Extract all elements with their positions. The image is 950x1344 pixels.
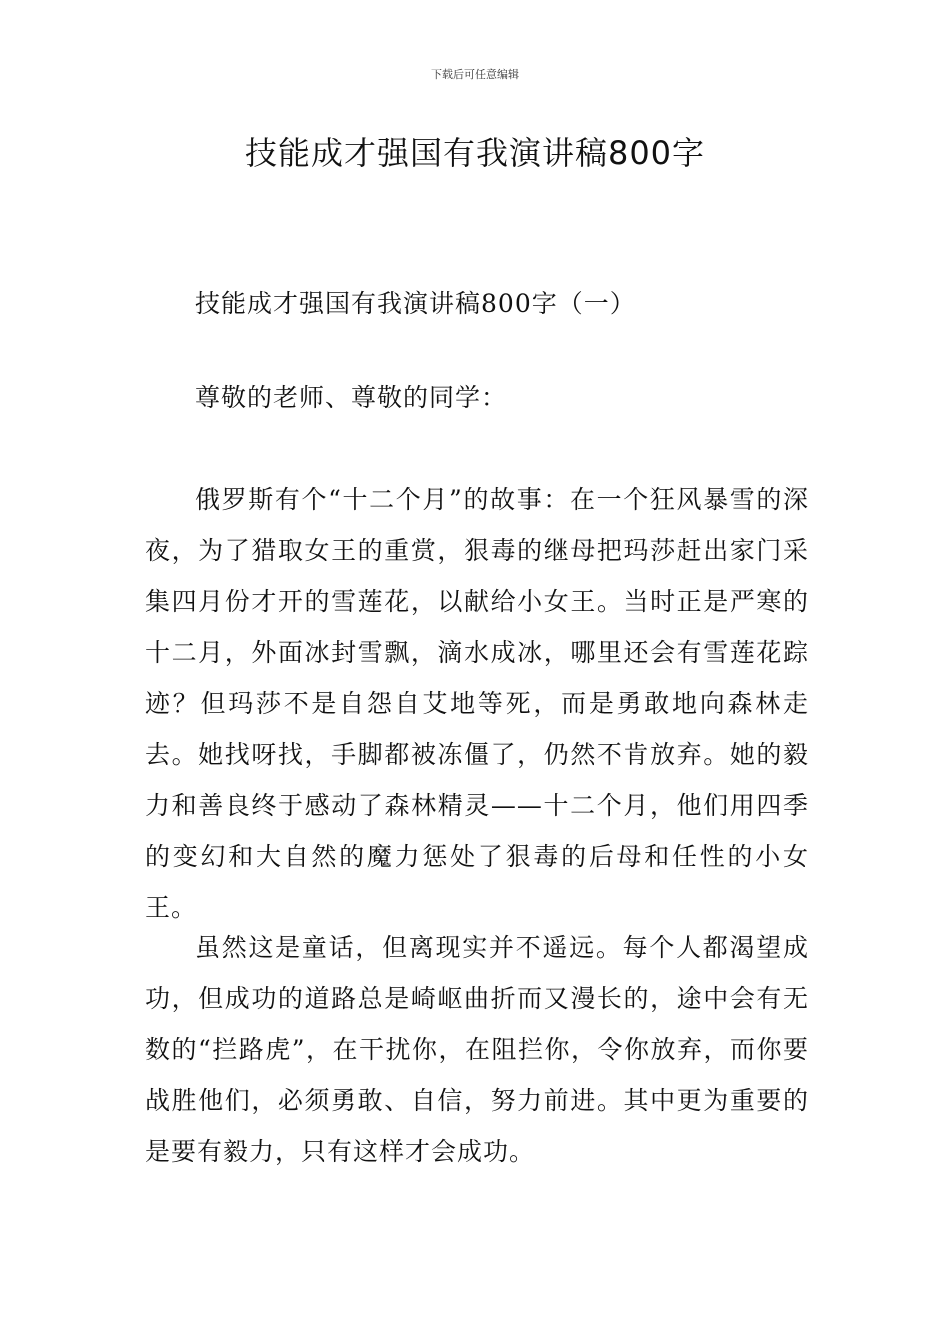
body-paragraph: 俄罗斯有个“十二个月”的故事：在一个狂风暴雪的深夜，为了猎取女王的重赏，狠毒的继母把玛莎赶出家门采集四月份才开的雪莲花，以献给小女王。当时正是严寒的十二月，外面冰封雪飘，滴水成冰，哪里还会有雪莲花踪迹？但玛莎不是自怨自艾地等死，而是勇敢地向森林走去。她找呀找，手脚都被冻僵了，仍然不肯放弃。她的毅力和善良终于感动了森林精灵——十二个月，他们用四季的变幻和大自然的魔力惩处了狠毒的后母和任性的小女王。 bbox=[145, 485, 809, 922]
body-paragraph: 虽然这是童话，但离现实并不遥远。每个人都渴望成功，但成功的道路总是崎岖曲折而又漫长的，途中会有无数的“拦路虎”，在干扰你，在阻拦你，令你放弃，而你要战胜他们，必须勇敢、自信，努力前进。其中更为重要的是要有毅力，只有这样才会成功。 bbox=[145, 933, 809, 1166]
section-heading: 技能成才强国有我演讲稿800字（一） bbox=[195, 289, 636, 318]
header-note: 下载后可任意编辑 bbox=[431, 68, 519, 81]
salutation: 尊敬的老师、尊敬的同学： bbox=[195, 383, 508, 412]
document-title: 技能成才强国有我演讲稿800字 bbox=[244, 134, 706, 172]
